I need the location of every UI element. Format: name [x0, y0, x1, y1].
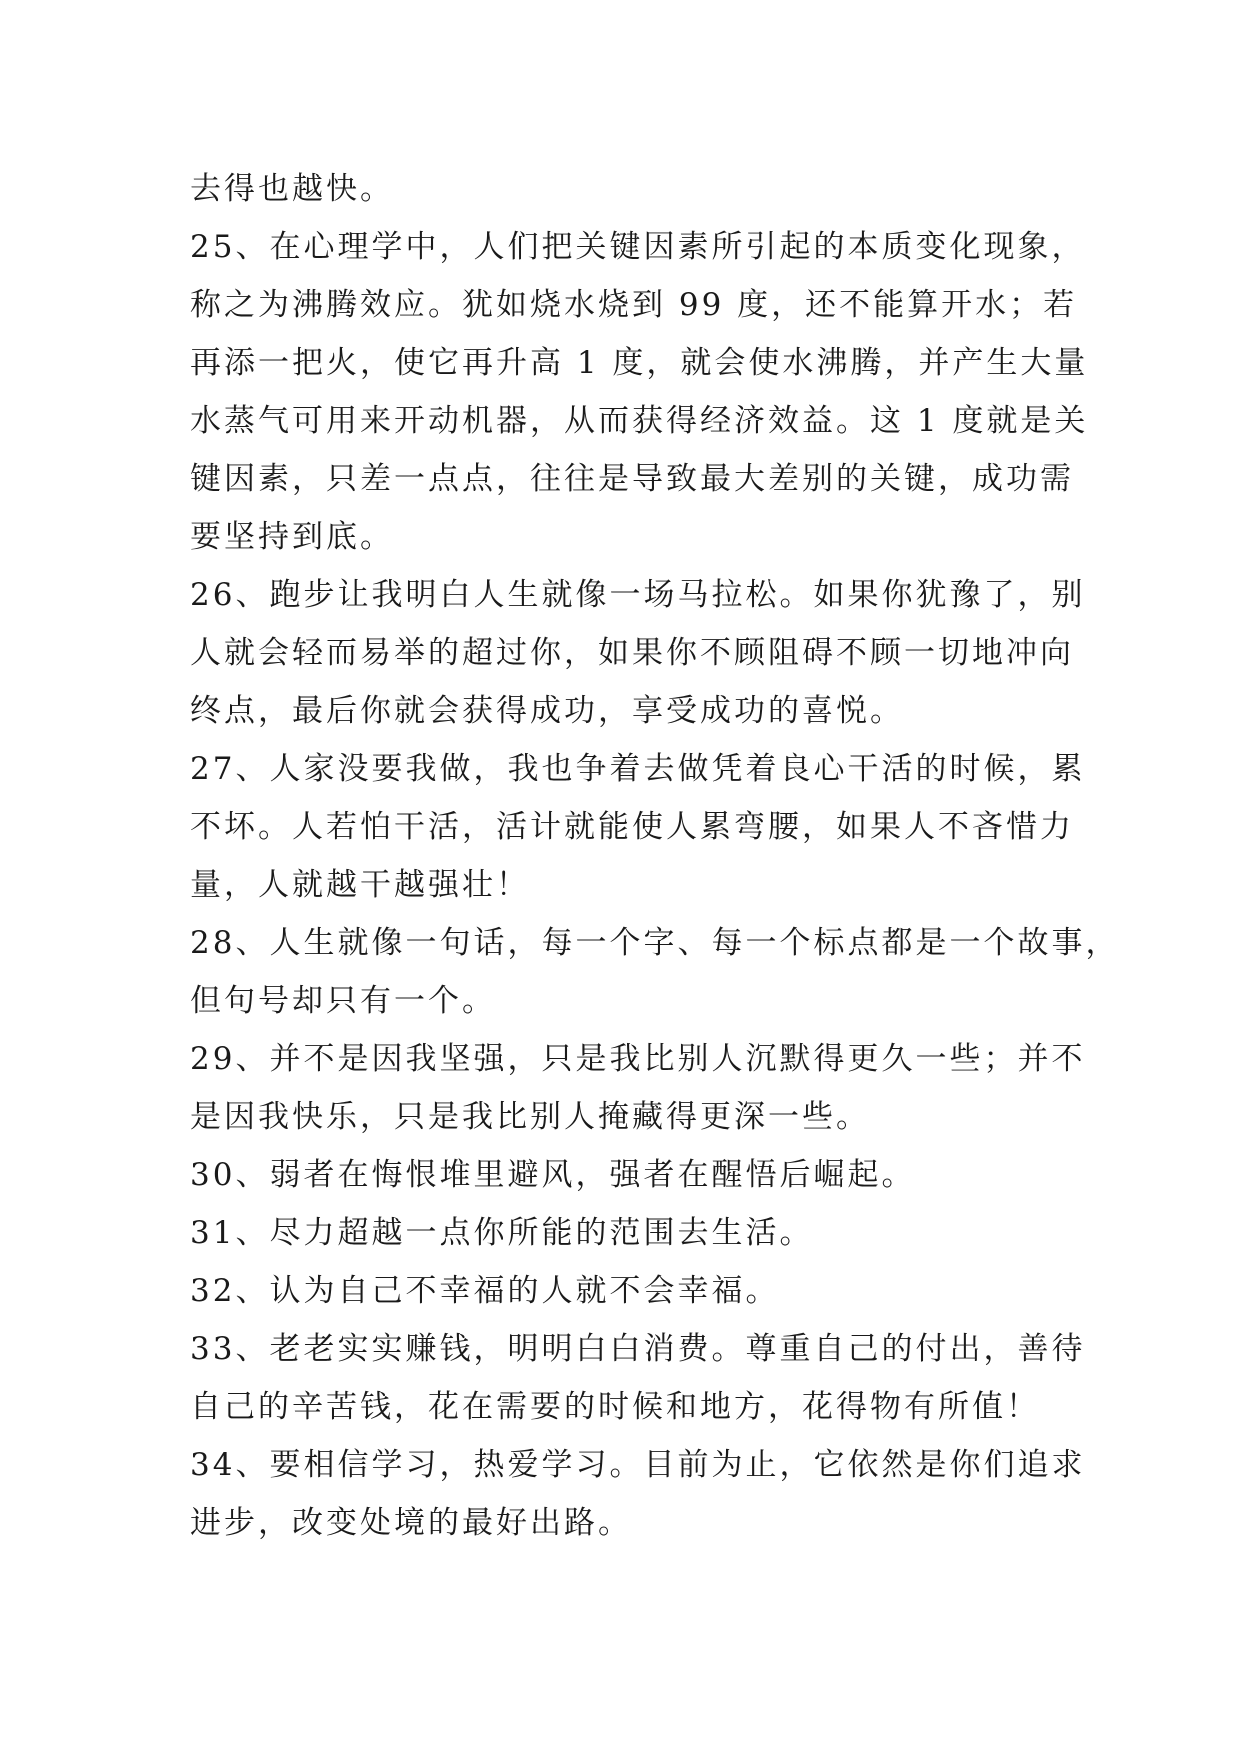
text-line: 31、尽力超越一点你所能的范围去生活。 — [190, 1215, 814, 1251]
text-line: 30、弱者在悔恨堆里避风，强者在醒悟后崛起。 — [190, 1157, 916, 1193]
text-line: 34、要相信学习，热爱学习。目前为止，它依然是你们追求 — [190, 1447, 1086, 1483]
text-line: 终点，最后你就会获得成功，享受成功的喜悦。 — [190, 693, 904, 729]
text-line: 32、认为自己不幸福的人就不会幸福。 — [190, 1273, 780, 1309]
text-line: 28、人生就像一句话，每一个字、每一个标点都是一个故事， — [190, 925, 1120, 961]
text-line: 不坏。人若怕干活，活计就能使人累弯腰，如果人不吝惜力 — [190, 809, 1074, 845]
text-line: 量，人就越干越强壮！ — [190, 867, 530, 903]
text-line: 键因素，只差一点点，往往是导致最大差别的关键，成功需 — [190, 461, 1074, 497]
text-line: 进步，改变处境的最好出路。 — [190, 1505, 632, 1541]
text-line: 但句号却只有一个。 — [190, 983, 496, 1019]
text-line: 是因我快乐，只是我比别人掩藏得更深一些。 — [190, 1099, 870, 1135]
text-line: 33、老老实实赚钱，明明白白消费。尊重自己的付出，善待 — [190, 1331, 1086, 1367]
text-line: 水蒸气可用来开动机器，从而获得经济效益。这 1 度就是关 — [190, 403, 1089, 439]
text-line: 人就会轻而易举的超过你，如果你不顾阻碍不顾一切地冲向 — [190, 635, 1074, 671]
document-body — [190, 160, 1120, 1552]
text-line: 要坚持到底。 — [190, 519, 394, 555]
text-line: 29、并不是因我坚强，只是我比别人沉默得更久一些；并不 — [190, 1041, 1086, 1077]
text-line: 自己的辛苦钱，花在需要的时候和地方，花得物有所值！ — [190, 1389, 1040, 1425]
text-line: 称之为沸腾效应。犹如烧水烧到 99 度，还不能算开水；若 — [190, 287, 1078, 323]
text-line: 27、人家没要我做，我也争着去做凭着良心干活的时候，累 — [190, 751, 1086, 787]
text-line: 25、在心理学中，人们把关键因素所引起的本质变化现象， — [190, 229, 1086, 265]
text-line: 再添一把火，使它再升高 1 度，就会使水沸腾，并产生大量 — [190, 345, 1089, 381]
text-line: 去得也越快。 — [190, 171, 394, 207]
text-line: 26、跑步让我明白人生就像一场马拉松。如果你犹豫了，别 — [190, 577, 1086, 613]
